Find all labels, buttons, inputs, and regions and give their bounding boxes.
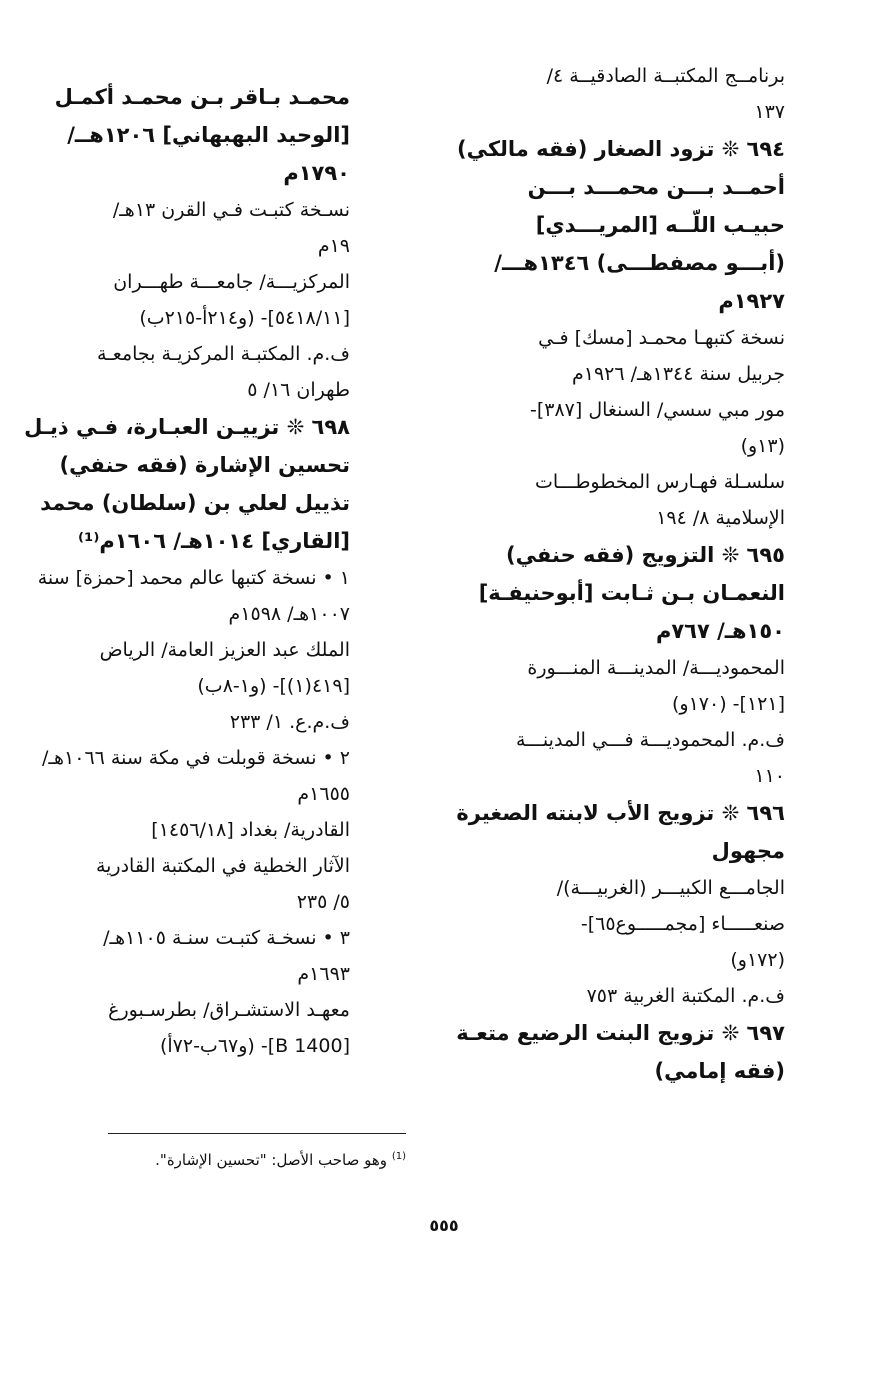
entry-heading-line: ٦٩٥ ❊ التزويج (فقه حنفي) xyxy=(506,543,785,567)
entry-text-line: ١٠٠٧هـ/ ١٥٩٨م xyxy=(228,603,350,625)
footnote-marker: (1) xyxy=(391,1151,406,1162)
entry-text-line: [٤١٩(١)]- (و١-٨ب) xyxy=(197,675,350,697)
entry-text-line: ف.م. المكتبـة المركزيـة بجامعـة xyxy=(97,343,350,365)
entry-text-line: برنامــج المكتبــة الصادقيــة ٤/ xyxy=(546,65,785,87)
entry-heading-line: محمـد بـاقر بـن محمـد أكمـل xyxy=(54,85,350,109)
entry-text-line: (١٣و) xyxy=(740,435,785,457)
footnote-text: وهو صاحب الأصل: "تحسين الإشارة". xyxy=(155,1151,388,1169)
entry-text-line: ف.م.ع. ١/ ٢٣٣ xyxy=(229,711,350,733)
entry-text-line: ف.م. المحموديـــة فـــي المدينـــة xyxy=(516,729,785,751)
entry-text-line: ١٩م xyxy=(317,235,350,257)
entry-text-line: نسخة كتبهـا محمـد [مسك] فـي xyxy=(538,327,785,349)
entry-text-line: سلسـلة فهـارس المخطوطـــات xyxy=(534,471,785,493)
entry-text-line: المركزيـــة/ جامعـــة طهـــران xyxy=(113,271,350,293)
entry-heading-line: ٦٩٤ ❊ تزود الصغار (فقه مالكي) xyxy=(456,137,785,161)
entry-heading-line: ١٧٩٠م xyxy=(283,161,350,185)
entry-text-line: ٣ • نسخـة كتبـت سنـة ١١٠٥هـ/ xyxy=(103,927,350,949)
entry-text-line: ١٦٥٥م xyxy=(297,783,350,805)
entry-heading-line: [الوحيد البهبهاني] ١٢٠٦هــ/ xyxy=(67,123,350,147)
entry-text-line: ١٦٩٣م xyxy=(297,963,350,985)
entry-text-line: الملك عبد العزيز العامة/ الرياض xyxy=(99,639,350,661)
entry-text-line: صنعـــــاء [مجمـــــوع٦٥]- xyxy=(580,913,785,935)
entry-text-line: الإسلامية ٨/ ١٩٤ xyxy=(656,507,785,529)
entry-text-line: مور مبي سسي/ السنغال [٣٨٧]- xyxy=(529,399,785,421)
entry-heading-line: (فقه إمامي) xyxy=(654,1059,785,1083)
entry-text-line: الجامـــع الكبيـــر (الغربيـــة)/ xyxy=(556,877,785,899)
entry-text-line: القادرية/ بغداد [١٤٥٦/١٨] xyxy=(151,819,350,841)
entry-text-line: ف.م. المكتبة الغربية ٧٥٣ xyxy=(586,985,785,1007)
entry-text-line: طهران ١٦/ ٥ xyxy=(247,379,350,401)
right-column xyxy=(445,58,785,1090)
entry-heading-line: ٦٩٦ ❊ تزويج الأب لابنته الصغيرة xyxy=(456,801,785,825)
left-column xyxy=(24,78,350,1064)
entry-text-line: ٢ • نسخة قوبلت في مكة سنة ١٠٦٦هـ/ xyxy=(42,747,350,769)
entry-heading-line: تحسين الإشارة (فقه حنفي) xyxy=(59,453,350,477)
entry-text-line: المحموديـــة/ المدينـــة المنـــورة xyxy=(527,657,785,679)
entry-text-line: جربيل سنة ١٣٤٤هـ/ ١٩٢٦م xyxy=(571,363,785,385)
footnote xyxy=(108,1144,406,1173)
entry-heading-line: أحمــد بـــن محمـــد بـــن xyxy=(527,175,785,199)
entry-text-line: الآثار الخطية في المكتبة القادرية xyxy=(95,855,350,877)
page-number: ٥٥٥ xyxy=(429,1216,459,1235)
entry-text-line: [٥٤١٨/١١]- (و٢١٤أ-٢١٥ب) xyxy=(139,307,350,329)
entry-text-line: معهـد الاستشـراق/ بطرسـبورغ xyxy=(108,999,350,1021)
entry-heading-line: مجهول xyxy=(711,839,785,863)
entry-text-line: ١١٠ xyxy=(754,765,785,787)
entry-text-line: ١٣٧ xyxy=(754,101,785,123)
entry-heading-line: (أبـــو مصفطـــى) ١٣٤٦هـــ/ xyxy=(494,251,785,275)
entry-text-line: ٥/ ٢٣٥ xyxy=(296,891,350,913)
entry-text-line: ١ • نسخة كتبها عالم محمد [حمزة] سنة xyxy=(37,567,350,589)
entry-heading-line: ١٩٢٧م xyxy=(718,289,785,313)
entry-text-line: [B 1400]- (و٦٧ب-٧٢أ) xyxy=(159,1035,350,1057)
entry-text-line: [١٢١]- (١٧٠و) xyxy=(672,693,785,715)
entry-heading-line: [القاري] ١٠١٤هـ/ ١٦٠٦م⁽¹⁾ xyxy=(78,529,350,553)
entry-heading-line: النعمـان بـن ثـابت [أبوحنيفـة] xyxy=(478,581,785,605)
entry-heading-line: ٦٩٧ ❊ تزويج البنت الرضيع متعـة xyxy=(456,1021,785,1045)
footnote-separator xyxy=(108,1133,406,1134)
entry-heading-line: حبيـب اللّــه [المريـــدي] xyxy=(535,213,785,237)
entry-heading-line: ٦٩٨ ❊ تزييـن العبـارة، فـي ذيـل xyxy=(24,415,350,439)
entry-heading-line: تذييل لعلي بن (سلطان) محمد xyxy=(40,491,350,515)
entry-text-line: نسـخة كتبـت فـي القرن ١٣هـ/ xyxy=(112,199,350,221)
entry-text-line: (١٧٢و) xyxy=(730,949,785,971)
entry-heading-line: ١٥٠هـ/ ٧٦٧م xyxy=(655,619,785,643)
